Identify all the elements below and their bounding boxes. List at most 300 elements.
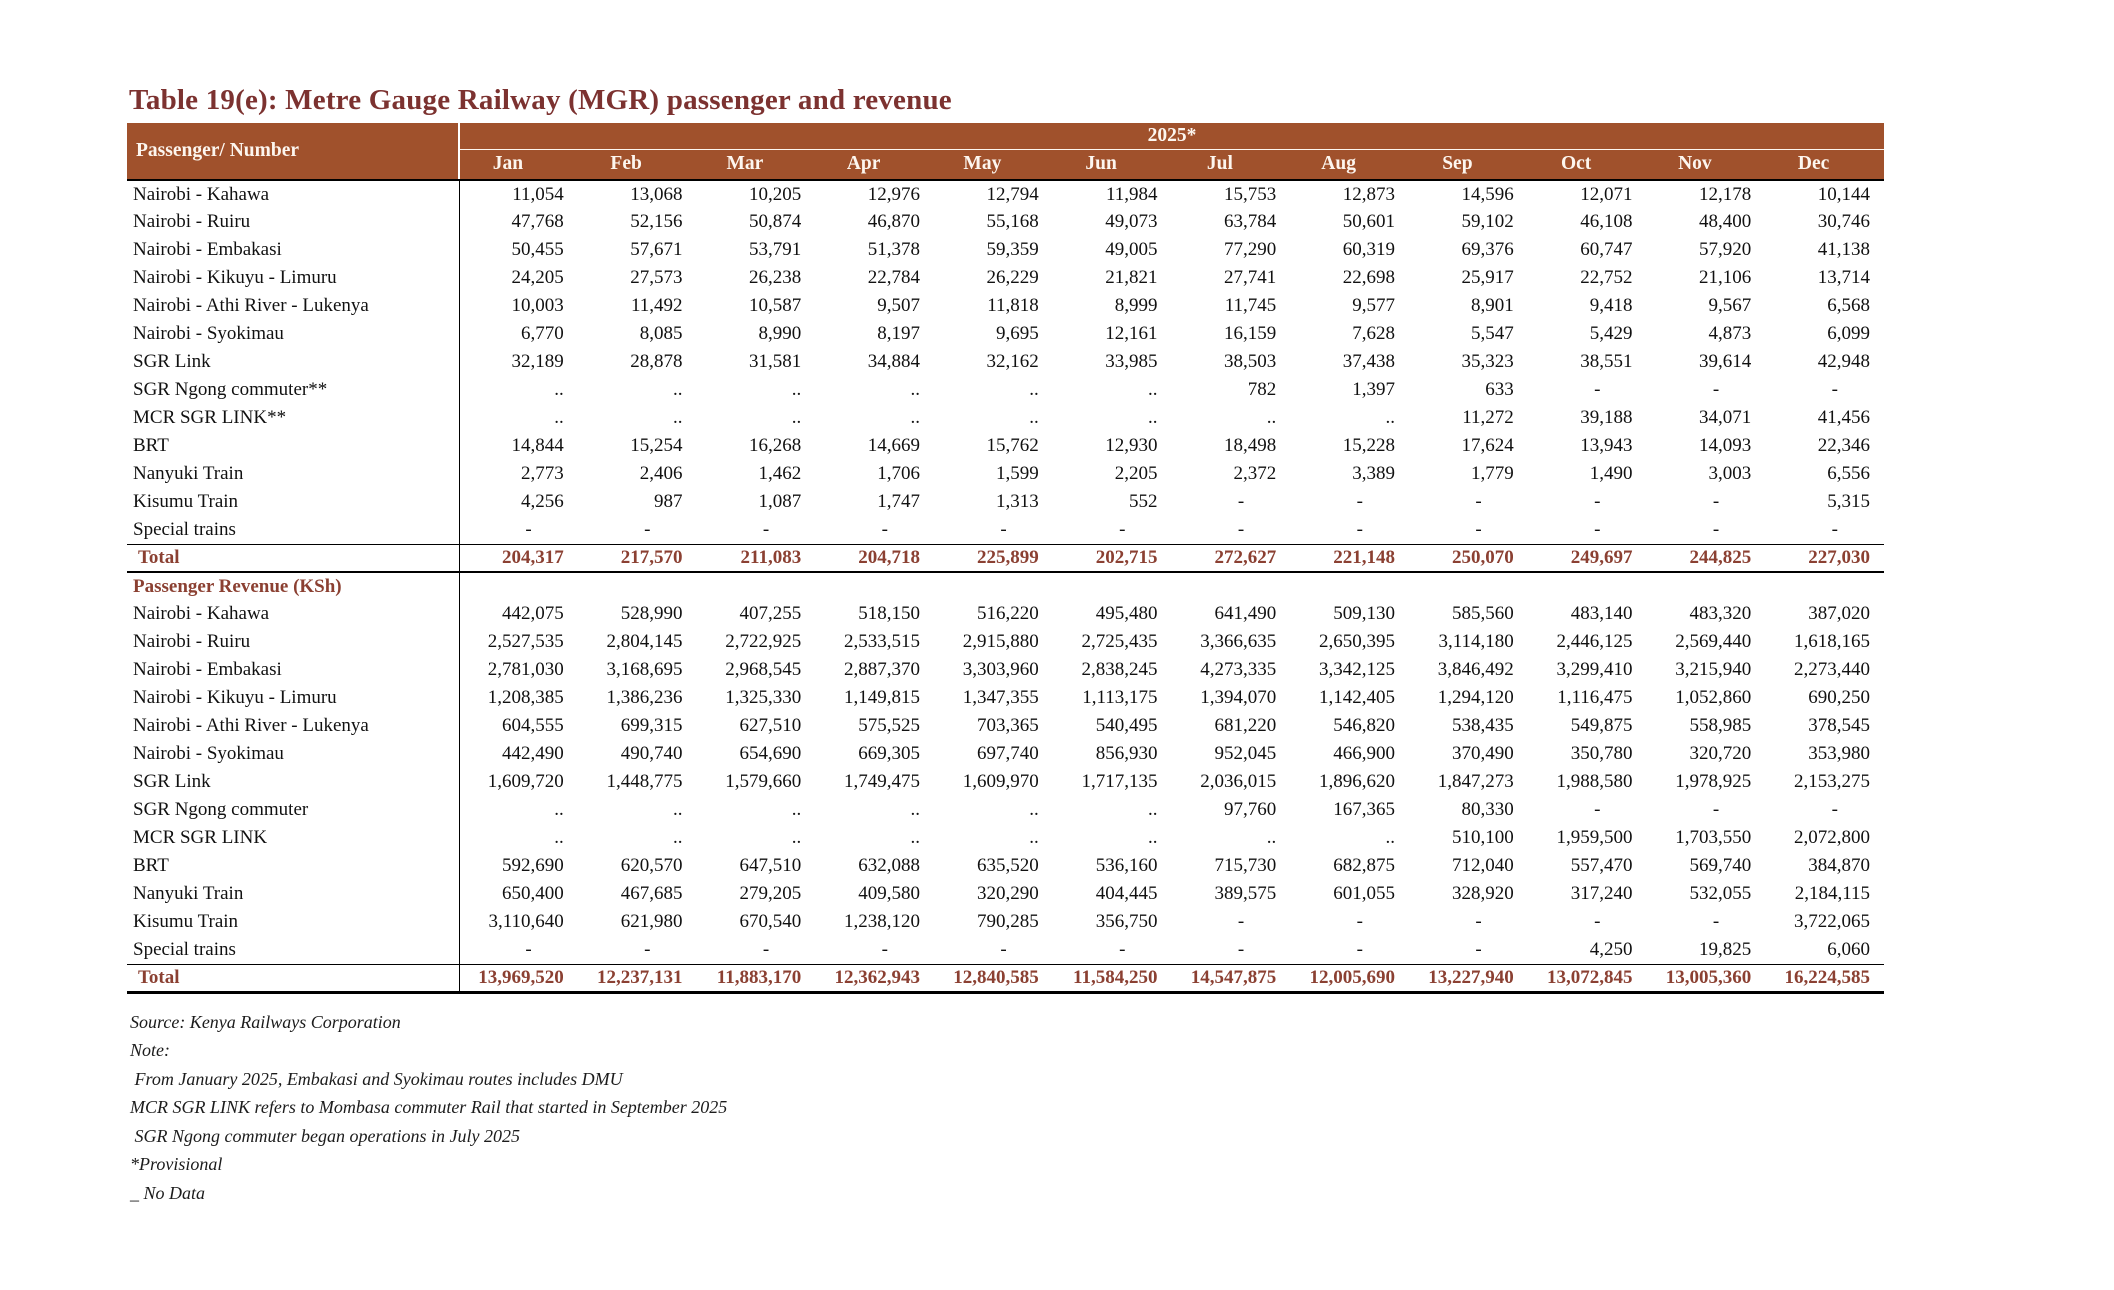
table-cell: 2,650,395: [1319, 631, 1395, 652]
table-cell: 1,113,175: [1082, 687, 1158, 708]
table-cell: 1,717,135: [1081, 771, 1158, 792]
table-cell: 682,875: [1333, 855, 1395, 876]
table-cell: 52,156: [630, 211, 683, 232]
table-cell: 22,698: [1342, 267, 1395, 288]
table-cell: [1765, 572, 1884, 600]
table-cell: [459, 572, 578, 600]
table-cell: 41,138: [1817, 239, 1870, 260]
table-cell: 641,490: [1214, 603, 1277, 624]
table-cell: 1,052,860: [1675, 687, 1752, 708]
table-cell: -: [1356, 938, 1363, 960]
table-cell: 2,372: [1233, 463, 1277, 484]
table-cell: ..: [1148, 407, 1158, 428]
table-cell: 1,325,330: [725, 687, 802, 708]
table-cell: 536,160: [1095, 855, 1158, 876]
table-cell: 221,148: [1290, 544, 1409, 572]
table-cell: 1,749,475: [844, 771, 920, 792]
table-cell: 987: [654, 491, 683, 512]
table-cell: 39,188: [1580, 407, 1633, 428]
table-cell: 647,510: [739, 855, 802, 876]
table-cell: 11,818: [987, 295, 1039, 316]
table-header: [127, 123, 1884, 180]
row-label: SGR Ngong commuter: [127, 796, 459, 824]
table-cell: 650,400: [502, 883, 564, 904]
table-cell: 14,596: [1461, 183, 1514, 205]
table-cell: 32,189: [511, 351, 564, 372]
row-label: Kisumu Train: [127, 908, 459, 936]
table-cell: 490,740: [620, 743, 683, 764]
table-cell: 21,821: [1105, 267, 1158, 288]
table-cell: 2,773: [521, 463, 564, 484]
row-label: Special trains: [127, 936, 459, 964]
table-row: [127, 628, 1884, 656]
row-label: Total: [127, 964, 459, 992]
table-cell: -: [1831, 379, 1838, 400]
table-cell: 3,110,640: [488, 911, 564, 932]
table-cell: 10,003: [511, 295, 564, 316]
table-cell: 35,323: [1461, 351, 1514, 372]
month-header: Jan: [459, 149, 578, 180]
table-cell: 55,168: [986, 211, 1039, 232]
table-cell: 12,840,585: [934, 964, 1053, 992]
table-cell: 384,870: [1808, 855, 1870, 876]
table-cell: -: [1356, 518, 1363, 540]
row-label: SGR Link: [127, 348, 459, 376]
table-cell: 27,573: [630, 267, 683, 288]
month-header: May: [934, 149, 1053, 180]
table-cell: -: [1356, 491, 1363, 512]
table-row: [127, 796, 1884, 824]
table-cell: 12,237,131: [578, 964, 697, 992]
table-cell: 516,220: [977, 603, 1039, 624]
table-cell: 18,498: [1224, 435, 1277, 456]
table-cell: 9,418: [1589, 295, 1633, 316]
table-cell: 703,365: [977, 715, 1039, 736]
table-cell: 2,781,030: [487, 659, 564, 680]
table-cell: 6,770: [521, 323, 564, 344]
table-cell: 483,140: [1570, 603, 1633, 624]
table-cell: 1,703,550: [1675, 827, 1752, 848]
table-cell: 30,746: [1817, 211, 1870, 232]
table-cell: -: [525, 938, 532, 960]
table-cell: 3,114,180: [1438, 631, 1514, 652]
table-cell: -: [1712, 518, 1720, 540]
table-cell: 11,883,170: [697, 964, 816, 992]
table-cell: ..: [1029, 799, 1039, 820]
table-cell: ..: [910, 827, 920, 848]
table-cell: 509,130: [1333, 603, 1395, 624]
table-cell: 39,614: [1699, 351, 1752, 372]
table-cell: 49,073: [1105, 211, 1158, 232]
table-cell: 350,780: [1570, 743, 1633, 764]
table-cell: ..: [791, 407, 802, 428]
table-cell: 13,969,520: [459, 964, 578, 992]
table-cell: 546,820: [1333, 715, 1395, 736]
table-cell: ..: [1385, 827, 1395, 848]
table-cell: 9,507: [877, 295, 920, 316]
table-cell: ..: [554, 407, 564, 428]
table-cell: 635,520: [977, 855, 1039, 876]
table-row: [127, 376, 1884, 404]
table-cell: 8,085: [639, 323, 683, 344]
table-cell: -: [1712, 491, 1720, 512]
table-cell: 3,366,635: [1200, 631, 1277, 652]
table-cell: 1,386,236: [606, 687, 683, 708]
table-cell: 1,347,355: [962, 687, 1039, 708]
table-cell: ..: [910, 407, 920, 428]
table-cell: 1,208,385: [487, 687, 564, 708]
table-cell: ..: [1148, 827, 1158, 848]
table-cell: 13,005,360: [1647, 964, 1766, 992]
table-cell: 1,609,720: [487, 771, 564, 792]
table-cell: 2,072,800: [1794, 827, 1870, 848]
table-cell: 31,581: [749, 351, 802, 372]
table-cell: 14,669: [867, 435, 920, 456]
footnote: From January 2025, Embakasi and Syokimau routes includes DMU: [130, 1068, 623, 1089]
table-cell: 356,750: [1095, 911, 1158, 932]
table-cell: 1,579,660: [725, 771, 802, 792]
table-cell: 552: [1129, 491, 1158, 512]
table-cell: [1528, 572, 1647, 600]
table-cell: 12,930: [1105, 435, 1158, 456]
table-cell: 202,715: [1053, 544, 1172, 572]
table-cell: 585,560: [1452, 603, 1514, 624]
table-cell: ..: [673, 379, 683, 400]
row-label: Nairobi - Embakasi: [127, 236, 459, 264]
table-cell: ..: [1029, 827, 1039, 848]
table-cell: 510,100: [1452, 827, 1514, 848]
table-cell: 49,005: [1105, 239, 1158, 260]
table-cell: 13,068: [630, 183, 683, 205]
table-cell: 2,887,370: [844, 659, 920, 680]
table-cell: 2,968,545: [725, 659, 802, 680]
table-cell: 59,102: [1461, 211, 1514, 232]
table-cell: 532,055: [1689, 883, 1752, 904]
row-label: MCR SGR LINK: [127, 824, 459, 852]
table-row: [127, 460, 1884, 488]
row-label: Nairobi - Kahawa: [127, 180, 459, 208]
table-cell: 10,144: [1817, 183, 1870, 205]
table-cell: 11,984: [1105, 183, 1158, 205]
table-cell: 37,438: [1342, 351, 1395, 372]
table-cell: ..: [791, 799, 802, 820]
table-cell: 2,569,440: [1675, 631, 1752, 652]
table-cell: 952,045: [1214, 743, 1277, 764]
table-row: [127, 488, 1884, 516]
table-title: Table 19(e): Metre Gauge Railway (MGR) passenger and revenue: [129, 84, 952, 116]
corner-header: Passenger/ Number: [127, 123, 459, 180]
table-cell: 3,342,125: [1319, 659, 1395, 680]
table-cell: 41,456: [1817, 407, 1870, 428]
table-cell: 9,577: [1352, 295, 1395, 316]
section-header-row: [127, 572, 1884, 600]
table-cell: 690,250: [1808, 687, 1870, 708]
row-label: BRT: [127, 432, 459, 460]
table-cell: 2,205: [1114, 463, 1158, 484]
table-cell: 12,161: [1105, 323, 1158, 344]
table-cell: -: [1356, 911, 1363, 932]
table-row: [127, 600, 1884, 628]
table-cell: 2,184,115: [1794, 883, 1870, 904]
table-cell: ..: [673, 407, 683, 428]
table-cell: 26,238: [749, 267, 802, 288]
table-cell: 14,093: [1699, 435, 1752, 456]
table-cell: 1,397: [1352, 379, 1395, 400]
row-label: Nairobi - Ruiru: [127, 208, 459, 236]
month-header: Apr: [815, 149, 934, 180]
table-cell: 2,915,880: [962, 631, 1039, 652]
table-cell: 528,990: [620, 603, 683, 624]
table-cell: 15,254: [630, 435, 683, 456]
table-cell: 50,455: [511, 239, 564, 260]
table-cell: ..: [1029, 379, 1039, 400]
table-cell: 1,116,475: [1557, 687, 1633, 708]
table-body: [127, 180, 1884, 992]
table-cell: 12,976: [867, 183, 920, 205]
table-cell: 1,238,120: [844, 911, 920, 932]
row-label: Nairobi - Syokimau: [127, 320, 459, 348]
table-cell: 211,083: [697, 544, 816, 572]
table-cell: -: [1237, 911, 1245, 932]
table-cell: 9,567: [1708, 295, 1752, 316]
month-header: Feb: [578, 149, 697, 180]
table-cell: 2,527,535: [487, 631, 564, 652]
table-cell: 17,624: [1461, 435, 1514, 456]
table-cell: -: [762, 518, 770, 540]
table-cell: 22,784: [867, 267, 920, 288]
table-row: [127, 432, 1884, 460]
table-cell: 13,227,940: [1409, 964, 1528, 992]
row-label: SGR Ngong commuter**: [127, 376, 459, 404]
table-row: [127, 516, 1884, 544]
total-row: [127, 544, 1884, 572]
table-cell: 627,510: [739, 715, 802, 736]
table-cell: 227,030: [1765, 544, 1884, 572]
table-cell: 3,303,960: [962, 659, 1039, 680]
table-cell: 2,153,275: [1794, 771, 1870, 792]
year-header: 2025*: [459, 123, 1884, 149]
table-cell: 6,568: [1827, 295, 1870, 316]
table-row: [127, 852, 1884, 880]
table-cell: 3,846,492: [1437, 659, 1514, 680]
table-cell: 538,435: [1452, 715, 1514, 736]
month-header: Jun: [1053, 149, 1172, 180]
table-cell: -: [1237, 491, 1245, 512]
table-cell: 4,256: [521, 491, 564, 512]
row-label: Passenger Revenue (KSh): [127, 572, 459, 600]
table-cell: 57,671: [630, 239, 683, 260]
table-cell: 16,159: [1224, 323, 1277, 344]
table-cell: 2,725,435: [1081, 631, 1158, 652]
table-cell: 681,220: [1214, 715, 1277, 736]
table-cell: 24,205: [511, 267, 564, 288]
table-cell: 21,106: [1699, 267, 1752, 288]
table-cell: 38,551: [1580, 351, 1633, 372]
table-cell: [1172, 572, 1291, 600]
table-cell: 204,317: [459, 544, 578, 572]
table-cell: 46,108: [1580, 211, 1633, 232]
table-cell: 225,899: [934, 544, 1053, 572]
table-cell: -: [1594, 379, 1601, 400]
table-cell: -: [881, 938, 888, 960]
table-cell: 22,346: [1817, 435, 1870, 456]
row-label: MCR SGR LINK**: [127, 404, 459, 432]
table-cell: 13,072,845: [1528, 964, 1647, 992]
table-cell: [1409, 572, 1528, 600]
table-cell: 467,685: [620, 883, 683, 904]
table-cell: 5,315: [1827, 491, 1870, 512]
table-cell: 2,722,925: [725, 631, 802, 652]
table-cell: 22,752: [1580, 267, 1633, 288]
row-label: Total: [127, 544, 459, 572]
footnote: MCR SGR LINK refers to Mombasa commuter Rail that started in September 2025: [130, 1097, 728, 1117]
table-cell: 621,980: [620, 911, 683, 932]
table-cell: ..: [1029, 407, 1039, 428]
table-cell: -: [1475, 518, 1482, 540]
table-cell: 32,162: [986, 351, 1039, 372]
table-cell: 60,319: [1342, 239, 1395, 260]
table-cell: 28,878: [630, 351, 683, 372]
table-cell: 466,900: [1333, 743, 1395, 764]
table-cell: 48,400: [1699, 211, 1752, 232]
table-cell: 33,985: [1105, 351, 1158, 372]
table-cell: 569,740: [1689, 855, 1752, 876]
month-header: Sep: [1409, 149, 1528, 180]
table-cell: 1,149,815: [844, 687, 920, 708]
table-cell: 14,547,875: [1172, 964, 1291, 992]
table-cell: -: [1119, 518, 1126, 540]
table-cell: 409,580: [858, 883, 920, 904]
table-cell: 4,273,335: [1200, 659, 1277, 680]
table-cell: 53,791: [749, 239, 802, 260]
table-cell: 50,874: [749, 211, 802, 232]
row-label: Special trains: [127, 516, 459, 544]
table-cell: 699,315: [620, 715, 683, 736]
table-cell: -: [1237, 938, 1245, 960]
row-label: Nanyuki Train: [127, 460, 459, 488]
table-cell: 1,313: [996, 491, 1039, 512]
table-cell: 14,844: [511, 435, 564, 456]
table-cell: [934, 572, 1053, 600]
table-row: [127, 740, 1884, 768]
table-cell: 63,784: [1224, 211, 1277, 232]
table-cell: 3,389: [1352, 463, 1395, 484]
table-cell: 249,697: [1528, 544, 1647, 572]
table-cell: 12,362,943: [815, 964, 934, 992]
table-cell: 1,978,925: [1675, 771, 1752, 792]
footnote: Source: Kenya Railways Corporation: [130, 1011, 401, 1032]
table-cell: 97,760: [1224, 799, 1277, 820]
table-cell: 442,490: [502, 743, 564, 764]
table-cell: 8,901: [1471, 295, 1514, 316]
table-cell: 8,197: [877, 323, 920, 344]
month-header: Jul: [1172, 149, 1291, 180]
table-cell: 12,873: [1342, 183, 1395, 205]
table-cell: 1,448,775: [606, 771, 683, 792]
table-cell: 1,896,620: [1319, 771, 1395, 792]
table-cell: 557,470: [1570, 855, 1633, 876]
table-cell: 80,330: [1461, 799, 1514, 820]
table-cell: 7,628: [1352, 323, 1395, 344]
table-cell: -: [525, 518, 532, 540]
table-cell: 5,547: [1471, 323, 1514, 344]
table-cell: 19,825: [1699, 938, 1752, 960]
table-cell: 1,618,165: [1794, 631, 1870, 652]
table-cell: 15,762: [986, 435, 1039, 456]
row-label: Kisumu Train: [127, 488, 459, 516]
month-header: Mar: [697, 149, 816, 180]
table-cell: 601,055: [1333, 883, 1395, 904]
table-cell: 633: [1485, 379, 1514, 400]
table-row: [127, 264, 1884, 292]
month-header: Dec: [1765, 149, 1884, 180]
row-label: Nairobi - Kahawa: [127, 600, 459, 628]
table-cell: 11,745: [1224, 295, 1277, 316]
table-cell: -: [1000, 938, 1007, 960]
table-cell: 3,299,410: [1556, 659, 1633, 680]
table-cell: 77,290: [1224, 239, 1277, 260]
table-cell: 1,847,273: [1437, 771, 1514, 792]
table-cell: -: [1594, 518, 1601, 540]
table-cell: [1647, 572, 1766, 600]
table-cell: ..: [791, 827, 802, 848]
table-cell: 3,215,940: [1675, 659, 1752, 680]
table-cell: 6,099: [1827, 323, 1870, 344]
table-row: [127, 768, 1884, 796]
table-cell: 404,445: [1095, 883, 1158, 904]
table-cell: 389,575: [1214, 883, 1277, 904]
table-cell: 317,240: [1570, 883, 1633, 904]
row-label: Nairobi - Athi River - Lukenya: [127, 292, 459, 320]
table-cell: 549,875: [1570, 715, 1633, 736]
table-row: [127, 348, 1884, 376]
table-cell: 1,394,070: [1200, 687, 1277, 708]
table-cell: ..: [791, 379, 802, 400]
table-cell: 6,060: [1827, 938, 1870, 960]
table-cell: 1,599: [996, 463, 1039, 484]
table-cell: 353,980: [1808, 743, 1870, 764]
table-cell: 620,570: [620, 855, 683, 876]
table-cell: 11,272: [1462, 407, 1514, 428]
table-cell: ..: [910, 379, 920, 400]
row-label: Nairobi - Athi River - Lukenya: [127, 712, 459, 740]
table-cell: 27,741: [1224, 267, 1277, 288]
table-cell: ..: [673, 799, 683, 820]
table-cell: 320,720: [1689, 743, 1752, 764]
table-cell: 42,948: [1817, 351, 1870, 372]
table-cell: 16,268: [749, 435, 802, 456]
table-cell: 2,406: [639, 463, 683, 484]
table-cell: 11,054: [512, 183, 564, 205]
table-cell: 34,071: [1699, 407, 1752, 428]
table-cell: -: [1475, 938, 1482, 960]
total-row: [127, 964, 1884, 992]
table-cell: ..: [1266, 827, 1277, 848]
table-cell: 654,690: [739, 743, 802, 764]
table-cell: 15,228: [1342, 435, 1395, 456]
table-cell: [1053, 572, 1172, 600]
table-cell: 715,730: [1214, 855, 1277, 876]
table-cell: 790,285: [977, 911, 1039, 932]
table-cell: 2,804,145: [606, 631, 683, 652]
table-row: [127, 208, 1884, 236]
table-cell: 540,495: [1095, 715, 1158, 736]
table-cell: 378,545: [1808, 715, 1870, 736]
table-cell: 697,740: [977, 743, 1039, 764]
table-cell: 16,224,585: [1765, 964, 1884, 992]
table-cell: 204,718: [815, 544, 934, 572]
table-cell: ..: [1385, 407, 1395, 428]
